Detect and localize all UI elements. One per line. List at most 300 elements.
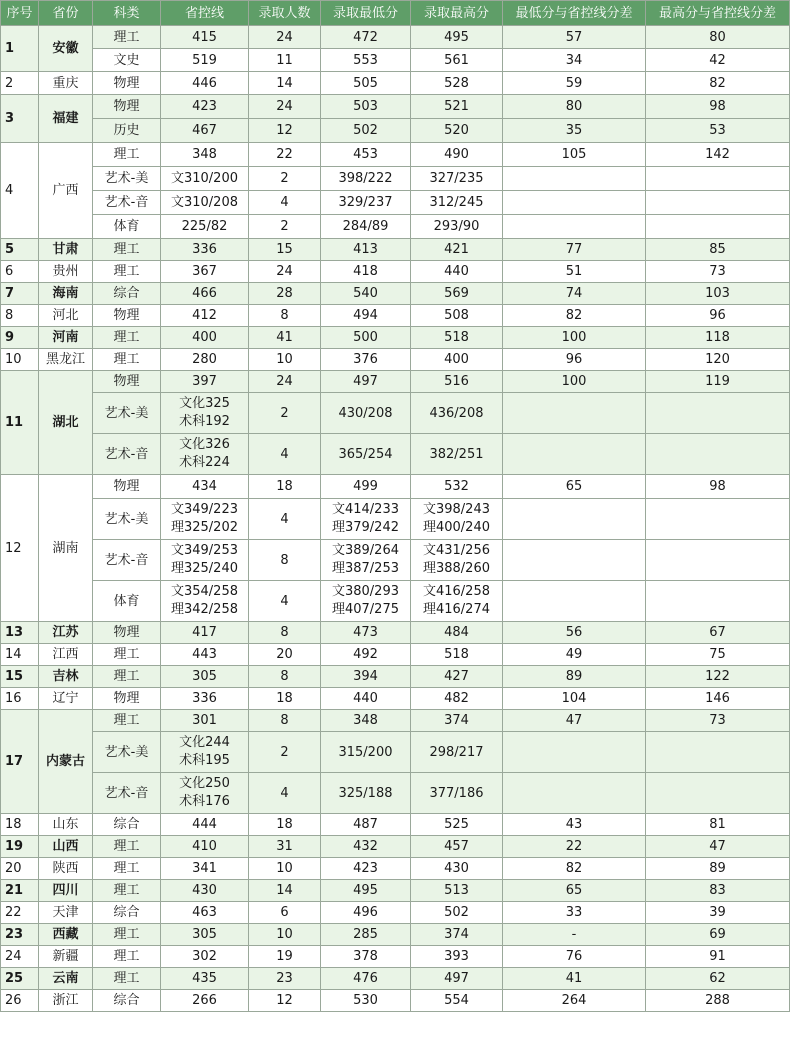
province: 贵州 (39, 261, 93, 283)
table-row (1, 499, 790, 540)
max-score: 430 (411, 858, 503, 880)
admitted-count: 23 (249, 968, 321, 990)
table-row (1, 119, 790, 143)
control-line-part: 术科224 (179, 455, 230, 470)
control-line: 348 (161, 143, 249, 167)
subject: 物理 (93, 475, 161, 499)
min-score-part: 文380/293 (331, 584, 399, 599)
row-number: 16 (1, 688, 39, 710)
max-diff (646, 393, 790, 434)
admitted-count: 24 (249, 95, 321, 119)
row-number: 26 (1, 990, 39, 1012)
max-diff (646, 215, 790, 239)
table-row (1, 666, 790, 688)
min-score: 494 (321, 305, 411, 327)
max-diff: 118 (646, 327, 790, 349)
max-diff: 42 (646, 49, 790, 72)
control-line: 430 (161, 880, 249, 902)
max-diff: 53 (646, 119, 790, 143)
province: 陕西 (39, 858, 93, 880)
province: 山西 (39, 836, 93, 858)
admitted-count: 41 (249, 327, 321, 349)
admitted-count: 2 (249, 167, 321, 191)
min-diff: 89 (503, 666, 646, 688)
province: 河北 (39, 305, 93, 327)
max-score-part: 文398/243 (422, 502, 490, 517)
col-header: 录取最低分 (321, 1, 411, 26)
province: 辽宁 (39, 688, 93, 710)
admitted-count: 28 (249, 283, 321, 305)
table-row (1, 393, 790, 434)
row-number: 24 (1, 946, 39, 968)
max-diff: 288 (646, 990, 790, 1012)
admitted-count: 6 (249, 902, 321, 924)
subject: 理工 (93, 349, 161, 371)
control-line: 400 (161, 327, 249, 349)
max-diff: 119 (646, 371, 790, 393)
subject: 物理 (93, 305, 161, 327)
table-row (1, 215, 790, 239)
control-line (161, 581, 249, 622)
min-score: 453 (321, 143, 411, 167)
max-score-part: 理388/260 (422, 561, 490, 576)
table-row (1, 143, 790, 167)
control-line-part: 文化244 (179, 735, 230, 750)
control-line (161, 499, 249, 540)
subject: 理工 (93, 946, 161, 968)
subject: 理工 (93, 924, 161, 946)
subject: 理工 (93, 710, 161, 732)
min-score: 376 (321, 349, 411, 371)
max-score: 382/251 (411, 434, 503, 475)
max-diff: 73 (646, 710, 790, 732)
max-score: 377/186 (411, 773, 503, 814)
control-line: 280 (161, 349, 249, 371)
min-diff (503, 773, 646, 814)
max-score: 327/235 (411, 167, 503, 191)
table-row (1, 990, 790, 1012)
control-line: 397 (161, 371, 249, 393)
max-score: 440 (411, 261, 503, 283)
province: 广西 (39, 143, 93, 239)
min-score-part: 理379/242 (331, 520, 399, 535)
row-number: 1 (1, 26, 39, 72)
admitted-count: 14 (249, 880, 321, 902)
table-row (1, 261, 790, 283)
province: 浙江 (39, 990, 93, 1012)
max-diff (646, 540, 790, 581)
min-diff: 82 (503, 305, 646, 327)
admitted-count: 4 (249, 773, 321, 814)
subject: 艺术-音 (93, 773, 161, 814)
max-diff: 75 (646, 644, 790, 666)
control-line-part: 文349/223 (170, 502, 238, 517)
control-line: 417 (161, 622, 249, 644)
max-score (411, 499, 503, 540)
max-score: 518 (411, 644, 503, 666)
table-row (1, 475, 790, 499)
min-diff: 35 (503, 119, 646, 143)
min-score: 329/237 (321, 191, 411, 215)
min-score (321, 540, 411, 581)
min-score: 413 (321, 239, 411, 261)
min-score: 502 (321, 119, 411, 143)
province: 黑龙江 (39, 349, 93, 371)
control-line: 341 (161, 858, 249, 880)
subject: 物理 (93, 371, 161, 393)
province: 湖南 (39, 475, 93, 622)
max-diff (646, 191, 790, 215)
table-row (1, 327, 790, 349)
admitted-count: 31 (249, 836, 321, 858)
min-score: 553 (321, 49, 411, 72)
min-diff: - (503, 924, 646, 946)
admitted-count: 12 (249, 990, 321, 1012)
table-row (1, 924, 790, 946)
min-score-part: 理387/253 (331, 561, 399, 576)
control-line-part: 文349/253 (170, 543, 238, 558)
table-row (1, 167, 790, 191)
max-diff (646, 434, 790, 475)
min-score: 495 (321, 880, 411, 902)
max-score: 374 (411, 710, 503, 732)
province: 江西 (39, 644, 93, 666)
row-number: 5 (1, 239, 39, 261)
control-line: 463 (161, 902, 249, 924)
table-row (1, 902, 790, 924)
control-line-part: 文354/258 (170, 584, 238, 599)
min-score: 530 (321, 990, 411, 1012)
max-score (411, 540, 503, 581)
control-line: 266 (161, 990, 249, 1012)
province: 山东 (39, 814, 93, 836)
max-diff (646, 581, 790, 622)
min-diff (503, 540, 646, 581)
control-line: 225/82 (161, 215, 249, 239)
min-diff (503, 167, 646, 191)
admitted-count: 10 (249, 924, 321, 946)
max-score: 436/208 (411, 393, 503, 434)
control-line: 467 (161, 119, 249, 143)
admitted-count: 4 (249, 499, 321, 540)
subject: 体育 (93, 215, 161, 239)
min-diff: 65 (503, 475, 646, 499)
control-line: 412 (161, 305, 249, 327)
control-line-part: 文化326 (179, 437, 230, 452)
min-diff: 76 (503, 946, 646, 968)
subject: 艺术-美 (93, 167, 161, 191)
control-line (161, 434, 249, 475)
min-diff: 57 (503, 26, 646, 49)
subject: 理工 (93, 327, 161, 349)
subject: 理工 (93, 880, 161, 902)
row-number: 21 (1, 880, 39, 902)
min-score (321, 581, 411, 622)
max-diff: 142 (646, 143, 790, 167)
min-diff: 77 (503, 239, 646, 261)
max-diff: 103 (646, 283, 790, 305)
min-score: 423 (321, 858, 411, 880)
admitted-count: 12 (249, 119, 321, 143)
max-diff: 83 (646, 880, 790, 902)
max-score: 513 (411, 880, 503, 902)
table-row (1, 305, 790, 327)
col-header: 最高分与省控线分差 (646, 1, 790, 26)
control-line: 301 (161, 710, 249, 732)
max-score: 298/217 (411, 732, 503, 773)
max-score: 502 (411, 902, 503, 924)
min-score-part: 理407/275 (331, 602, 399, 617)
subject: 历史 (93, 119, 161, 143)
table-row (1, 191, 790, 215)
row-number: 12 (1, 475, 39, 622)
max-score: 497 (411, 968, 503, 990)
subject: 物理 (93, 688, 161, 710)
table-row (1, 434, 790, 475)
min-diff (503, 732, 646, 773)
min-score-part: 文389/264 (331, 543, 399, 558)
row-number: 9 (1, 327, 39, 349)
max-score (411, 581, 503, 622)
province: 河南 (39, 327, 93, 349)
control-line: 446 (161, 72, 249, 95)
min-diff: 51 (503, 261, 646, 283)
min-score: 487 (321, 814, 411, 836)
header-row (1, 1, 790, 26)
min-diff: 22 (503, 836, 646, 858)
control-line: 519 (161, 49, 249, 72)
min-score: 473 (321, 622, 411, 644)
table-row (1, 540, 790, 581)
subject: 文史 (93, 49, 161, 72)
max-diff: 81 (646, 814, 790, 836)
admitted-count: 10 (249, 349, 321, 371)
table-row (1, 688, 790, 710)
subject: 综合 (93, 814, 161, 836)
max-score: 427 (411, 666, 503, 688)
min-diff: 100 (503, 371, 646, 393)
max-score: 516 (411, 371, 503, 393)
max-score: 508 (411, 305, 503, 327)
min-score: 499 (321, 475, 411, 499)
max-diff: 80 (646, 26, 790, 49)
subject: 综合 (93, 283, 161, 305)
max-diff: 69 (646, 924, 790, 946)
max-diff: 122 (646, 666, 790, 688)
control-line: 文310/208 (161, 191, 249, 215)
max-diff: 67 (646, 622, 790, 644)
admitted-count: 18 (249, 475, 321, 499)
row-number: 22 (1, 902, 39, 924)
min-score: 500 (321, 327, 411, 349)
control-line-part: 术科192 (179, 414, 230, 429)
min-diff: 56 (503, 622, 646, 644)
row-number: 10 (1, 349, 39, 371)
admitted-count: 24 (249, 26, 321, 49)
min-score: 430/208 (321, 393, 411, 434)
min-score: 365/254 (321, 434, 411, 475)
max-score-part: 理416/274 (422, 602, 490, 617)
min-score: 432 (321, 836, 411, 858)
admitted-count: 8 (249, 305, 321, 327)
min-score: 398/222 (321, 167, 411, 191)
subject: 综合 (93, 902, 161, 924)
min-score: 540 (321, 283, 411, 305)
table-row (1, 644, 790, 666)
max-score: 457 (411, 836, 503, 858)
max-score-part: 理400/240 (422, 520, 490, 535)
row-number: 4 (1, 143, 39, 239)
max-score: 312/245 (411, 191, 503, 215)
min-diff: 47 (503, 710, 646, 732)
max-score: 520 (411, 119, 503, 143)
min-score: 394 (321, 666, 411, 688)
max-score: 484 (411, 622, 503, 644)
table-row (1, 946, 790, 968)
subject: 理工 (93, 968, 161, 990)
min-diff: 104 (503, 688, 646, 710)
table-row (1, 72, 790, 95)
col-header: 省份 (39, 1, 93, 26)
max-score: 569 (411, 283, 503, 305)
subject: 艺术-音 (93, 191, 161, 215)
admitted-count: 24 (249, 371, 321, 393)
max-score-part: 文416/258 (422, 584, 490, 599)
admitted-count: 8 (249, 622, 321, 644)
admitted-count: 4 (249, 434, 321, 475)
admitted-count: 10 (249, 858, 321, 880)
min-diff: 264 (503, 990, 646, 1012)
control-line-part: 理325/240 (170, 561, 238, 576)
control-line: 305 (161, 666, 249, 688)
subject: 理工 (93, 143, 161, 167)
subject: 物理 (93, 95, 161, 119)
control-line (161, 732, 249, 773)
min-score: 472 (321, 26, 411, 49)
province: 吉林 (39, 666, 93, 688)
admitted-count: 8 (249, 540, 321, 581)
col-header: 序号 (1, 1, 39, 26)
row-number: 2 (1, 72, 39, 95)
subject: 艺术-美 (93, 393, 161, 434)
control-line: 443 (161, 644, 249, 666)
admitted-count: 18 (249, 814, 321, 836)
table-row (1, 95, 790, 119)
admitted-count: 15 (249, 239, 321, 261)
col-header: 录取最高分 (411, 1, 503, 26)
max-score: 561 (411, 49, 503, 72)
min-diff: 82 (503, 858, 646, 880)
row-number: 23 (1, 924, 39, 946)
max-score-part: 文431/256 (422, 543, 490, 558)
subject: 物理 (93, 72, 161, 95)
min-diff: 34 (503, 49, 646, 72)
max-score: 521 (411, 95, 503, 119)
control-line: 305 (161, 924, 249, 946)
control-line-part: 术科195 (179, 753, 230, 768)
subject: 理工 (93, 666, 161, 688)
max-score: 482 (411, 688, 503, 710)
min-score: 284/89 (321, 215, 411, 239)
max-diff: 73 (646, 261, 790, 283)
admitted-count: 19 (249, 946, 321, 968)
table-row (1, 710, 790, 732)
admitted-count: 14 (249, 72, 321, 95)
admitted-count: 8 (249, 710, 321, 732)
control-line: 435 (161, 968, 249, 990)
row-number: 3 (1, 95, 39, 143)
table-row (1, 349, 790, 371)
min-diff (503, 499, 646, 540)
table-row (1, 49, 790, 72)
row-number: 13 (1, 622, 39, 644)
row-number: 19 (1, 836, 39, 858)
control-line: 336 (161, 239, 249, 261)
province: 西藏 (39, 924, 93, 946)
table-row (1, 880, 790, 902)
max-diff: 47 (646, 836, 790, 858)
subject: 理工 (93, 239, 161, 261)
province: 福建 (39, 95, 93, 143)
min-diff: 100 (503, 327, 646, 349)
max-score: 518 (411, 327, 503, 349)
min-diff: 105 (503, 143, 646, 167)
max-diff: 146 (646, 688, 790, 710)
max-score: 554 (411, 990, 503, 1012)
min-diff: 96 (503, 349, 646, 371)
province: 江苏 (39, 622, 93, 644)
table-row (1, 814, 790, 836)
control-line: 415 (161, 26, 249, 49)
col-header: 最低分与省控线分差 (503, 1, 646, 26)
admitted-count: 18 (249, 688, 321, 710)
max-diff (646, 499, 790, 540)
row-number: 14 (1, 644, 39, 666)
control-line: 336 (161, 688, 249, 710)
control-line: 434 (161, 475, 249, 499)
subject: 理工 (93, 261, 161, 283)
max-score: 400 (411, 349, 503, 371)
table-row (1, 581, 790, 622)
min-score (321, 499, 411, 540)
max-diff: 120 (646, 349, 790, 371)
row-number: 15 (1, 666, 39, 688)
province: 甘肃 (39, 239, 93, 261)
col-header: 科类 (93, 1, 161, 26)
subject: 理工 (93, 858, 161, 880)
province: 天津 (39, 902, 93, 924)
control-line: 367 (161, 261, 249, 283)
min-score: 492 (321, 644, 411, 666)
max-diff: 82 (646, 72, 790, 95)
control-line-part: 文化250 (179, 776, 230, 791)
subject: 理工 (93, 836, 161, 858)
row-number: 20 (1, 858, 39, 880)
table-row (1, 732, 790, 773)
min-score: 440 (321, 688, 411, 710)
table-row (1, 773, 790, 814)
province: 新疆 (39, 946, 93, 968)
table-row (1, 836, 790, 858)
subject: 艺术-音 (93, 434, 161, 475)
table-row (1, 283, 790, 305)
min-diff: 80 (503, 95, 646, 119)
admitted-count: 2 (249, 732, 321, 773)
max-diff: 98 (646, 95, 790, 119)
province: 云南 (39, 968, 93, 990)
control-line-part: 理342/258 (170, 602, 238, 617)
control-line (161, 773, 249, 814)
